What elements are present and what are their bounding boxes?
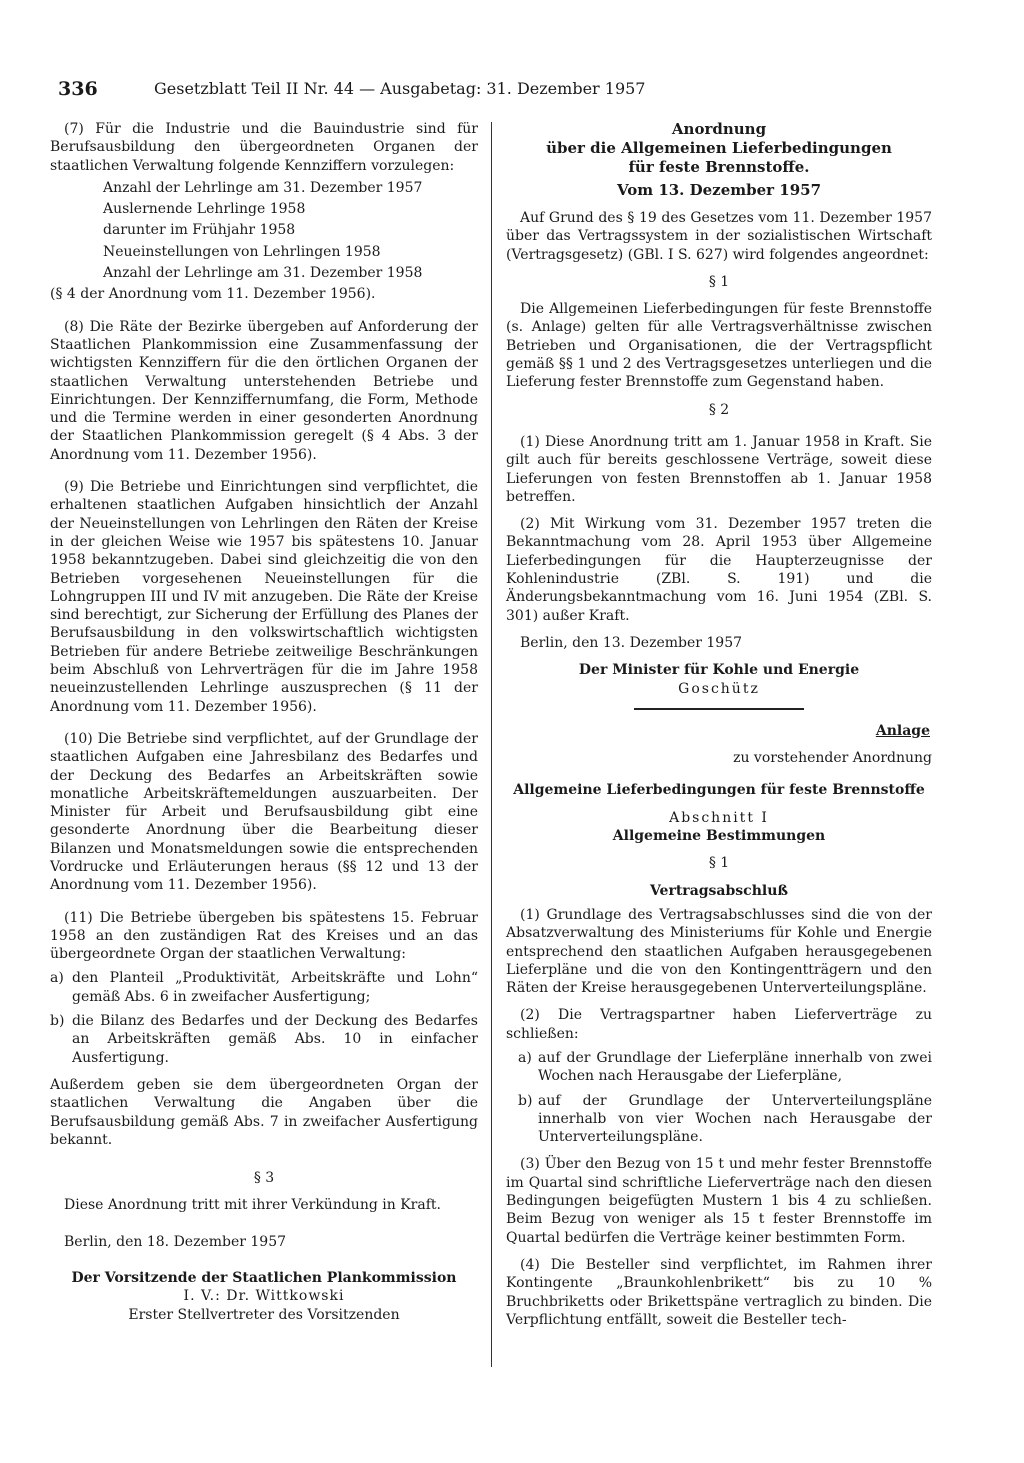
signature-name-right: Goschütz: [678, 680, 760, 697]
item-marker: a): [50, 970, 64, 987]
list-item: darunter im Frühjahr 1958: [103, 222, 296, 239]
section-3-heading: § 3: [253, 1170, 275, 1187]
signature-organization-left: Der Vorsitzende der Staatlichen Plankommission: [71, 1270, 457, 1287]
signature-organization-right: Der Minister für Kohle und Energie: [578, 662, 860, 679]
ordinance-title: Anordnung: [671, 120, 767, 138]
signature-role-left: Erster Stellvertreter des Vorsitzenden: [128, 1306, 400, 1323]
section-1-heading: § 1: [708, 273, 730, 290]
paragraph-7-intro: (7) Für die Industrie und die Bauindustrie sind für Berufsausbildung den übergeordneten Organen der staatlichen Verwaltung folgende Kennziffern vorzulegen:: [50, 121, 478, 174]
annex-section-1-title: Vertragsabschluß: [649, 882, 789, 899]
annex-heading: Anlage: [875, 722, 930, 739]
ordinance-title-line-3: für feste Brennstoffe.: [628, 158, 810, 176]
paragraph-8: (8) Die Räte der Bezirke übergeben auf Anforderung der Staatlichen Plankommission eine Zusammenfassung der wichtigsten Kennziffern für die den örtlichen Organen der staatlichen Verwaltung unterstehenden Betriebe und Einrichtungen. Der Kennziffernumfang, die Form, Methode und die Termine werden in einer gesonderten Anordnung der Staatlichen Plankommission geregelt (§ 4 Abs. 3 der Anordnung vom 11. Dezember 1956).: [50, 318, 478, 463]
ordinance-date: Vom 13. Dezember 1957: [616, 181, 822, 199]
chapter-label: Abschnitt I: [669, 809, 769, 826]
chapter-title: Allgemeine Bestimmungen: [612, 828, 826, 845]
annex-paragraph-2: (2) Die Vertragspartner haben Lieferverträge zu schließen:: [506, 1007, 932, 1042]
signature-name-left: I. V.: Dr. Wittkowski: [183, 1288, 345, 1305]
running-title: Gesetzblatt Teil II Nr. 44 — Ausgabetag: 31. Dezember 1957: [154, 79, 646, 98]
ordinance-title-line-2: über die Allgemeinen Lieferbedingungen: [546, 139, 892, 157]
paragraph-9: (9) Die Betriebe und Einrichtungen sind verpflichtet, die erhaltenen staatlichen Aufgaben hinsichtlich der Anzahl der Neueinstellungen von Lehrlingen den Räten der Kreise in der gleichen Weise wie 1957 bis spätestens 10. Januar 1958 bekanntzugeben. Dabei sind gleichzeitig die von den Betrieben vorgesehenen Neueinstellungen für die Lohngruppen III und IV mit anzugeben. Die Räte der Kreise sind berechtigt, zur Sicherung der Erfüllung des Planes der Berufsausbildung in den volkswirtschaftlich wichtigsten Betrieben für andere Betriebe zeitweilige Beschränkungen beim Abschluß von Lehrverträgen für die im Jahre 1958 neueinzustellenden Lehrlinge auszusprechen (§ 11 der Anordnung vom 11. Dezember 1956).: [50, 479, 478, 715]
item-text: die Bilanz des Bedarfes und der Deckung des Bedarfes an Arbeitskräften gemäß Abs. 10 in einfacher Ausfertigung.: [72, 1013, 478, 1066]
item-text: auf der Grundlage der Lieferpläne innerhalb von zwei Wochen nach Herausgabe der Lieferpläne,: [538, 1049, 932, 1085]
ordinance-intro: Auf Grund des § 19 des Gesetzes vom 11. Dezember 1957 über das Vertragssystem in der sozialistischen Wirtschaft (Vertragsgesetz) (GBl. I S. 627) wird folgendes angeordnet:: [506, 210, 932, 263]
indicator-list: [103, 179, 478, 282]
paragraph-10: (10) Die Betriebe sind verpflichtet, auf der Grundlage der staatlichen Aufgaben eine Jahresbilanz des Bedarfes und der Deckung des Bedarfes an Arbeitskräften sowie monatliche Arbeitskräftemeldungen auszuarbeiten. Der Minister für Arbeit und Berufsausbildung gibt eine gesonderte Anordnung über die Bearbeitung dieser Bilanzen und Monatsmeldungen sowie die entsprechenden Vordrucke und Erläuterungen heraus (§§ 12 und 13 der Anordnung vom 11. Dezember 1956).: [50, 730, 478, 894]
item-marker: a): [518, 1049, 532, 1066]
section-1-text: Die Allgemeinen Lieferbedingungen für feste Brennstoffe (s. Anlage) gelten für alle Vertragsverhältnisse zwischen Betrieben und Organisationen, die der Vertragspflicht gemäß §§ 1 und 2 des Vertragsgesetzes unterliegen und die Lieferung fester Brennstoffe zum Gegenstand haben.: [506, 301, 932, 391]
annex-paragraph-2-item-b: [506, 1092, 932, 1147]
page-number: 336: [58, 78, 98, 100]
right-column: [506, 120, 932, 1329]
paragraph-11-item-b: [50, 1012, 478, 1067]
annex-paragraph-1: (1) Grundlage des Vertragsabschlusses sind die von der Absatzverwaltung des Ministeriums für Kohle und Energie entsprechend den staatlichen Aufgaben herausgegebenen Lieferpläne und die von den Kontingentträgern und den Räten der Kreise herausgegebenen Unterverteilungspläne.: [506, 906, 932, 997]
paragraph-11-end: Außerdem geben sie dem übergeordneten Organ der staatlichen Verwaltung die Angaben über die Berufsausbildung gemäß Abs. 7 in zweifacher Ausfertigung bekannt.: [50, 1076, 478, 1148]
section-2-paragraph-1: (1) Diese Anordnung tritt am 1. Januar 1958 in Kraft. Sie gilt auch für bereits geschlossene Verträge, soweit diese Lieferungen von festen Brennstoffen ab 1. Januar 1958 betreffen.: [506, 433, 932, 505]
separator-rule: [634, 708, 804, 710]
section-3-text: Diese Anordnung tritt mit ihrer Verkündung in Kraft.: [64, 1197, 441, 1214]
item-text: den Planteil „Produktivität, Arbeitskräfte und Lohn“ gemäß Abs. 6 in zweifacher Ausfertigung;: [72, 970, 478, 1005]
item-marker: b): [50, 1013, 65, 1030]
column-divider: [491, 122, 492, 1367]
paragraph-11: (11) Die Betriebe übergeben bis spätestens 15. Februar 1958 an den zuständigen Rat des Kreises und an das übergeordnete Organ der staatlichen Verwaltung:: [50, 909, 478, 963]
section-2-heading: § 2: [708, 401, 730, 418]
annex-paragraph-2-item-a: [506, 1049, 932, 1086]
place-date-right: Berlin, den 13. Dezember 1957: [520, 634, 743, 651]
section-2-paragraph-2: (2) Mit Wirkung vom 31. Dezember 1957 treten die Bekanntmachung vom 28. April 1953 über Allgemeine Lieferbedingungen für die Haupterzeugnisse der Kohlenindustrie (ZBl. S. 191) und die Änderungsbekanntmachung vom 16. Juni 1954 (ZBl. S. 301) außer Kraft.: [506, 516, 932, 624]
list-item: Neueinstellungen von Lehrlingen 1958: [103, 243, 381, 260]
place-date-left: Berlin, den 18. Dezember 1957: [64, 1233, 287, 1250]
annex-subtitle: zu vorstehender Anordnung: [733, 750, 932, 767]
conditions-title: Allgemeine Lieferbedingungen für feste Brennstoffe: [513, 782, 925, 799]
paragraph-11-item-a: [50, 969, 478, 1006]
list-item: Anzahl der Lehrlinge am 31. Dezember 1958: [103, 265, 423, 282]
annex-section-1-heading: § 1: [708, 855, 730, 872]
annex-paragraph-4: (4) Die Besteller sind verpflichtet, im Rahmen ihrer Kontingente „Braunkohlenbrikett“ bis zu 10 % Bruchbriketts oder Brikettspäne vertraglich zu binden. Die Verpflichtung entfällt, soweit die Besteller tech-: [506, 1256, 932, 1328]
list-item: Auslernende Lehrlinge 1958: [103, 201, 306, 218]
left-column: [50, 120, 478, 1324]
paragraph-7-reference: (§ 4 der Anordnung vom 11. Dezember 1956).: [50, 286, 376, 303]
list-item: Anzahl der Lehrlinge am 31. Dezember 1957: [103, 179, 423, 196]
page-header: [58, 78, 740, 102]
item-marker: b): [518, 1092, 533, 1109]
annex-paragraph-3: (3) Über den Bezug von 15 t und mehr fester Brennstoffe im Quartal sind schriftliche Lieferverträge nach den diesen Bedingungen beigefügten Mustern 1 bis 4 zu schließen. Beim Bezug von weniger als 15 t fester Brennstoffe im Quartal bedürfen die Verträge keiner bestimmten Form.: [506, 1156, 932, 1246]
item-text: auf der Grundlage der Unterverteilungspläne innerhalb von vier Wochen nach Herausgabe der Unterverteilungspläne.: [538, 1092, 932, 1146]
